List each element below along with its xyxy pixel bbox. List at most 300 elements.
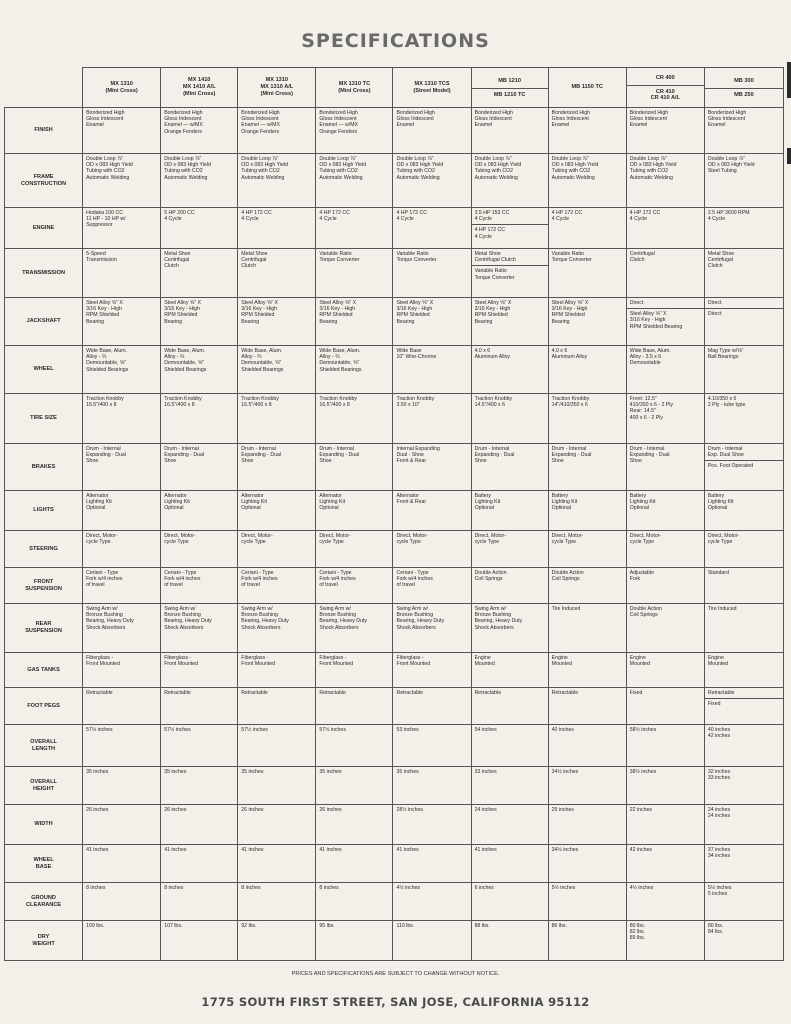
spec-cell-value: Variable Ratio Torque Converter — [551, 251, 592, 264]
model-header — [161, 68, 238, 108]
spec-cell — [238, 921, 316, 961]
model-header — [83, 68, 161, 108]
spec-cell-value: 35 inches — [319, 769, 342, 775]
spec-row-label: FOOT PEGS — [5, 688, 83, 725]
spec-cell — [238, 845, 316, 883]
spec-row-label: TRANSMISSION — [5, 249, 83, 298]
spec-cell-value: Double Loop ⅞" OD x 083 High Yield Tubing with CO2 Automatic Welding — [241, 156, 288, 181]
spec-cell-value: Standard — [707, 570, 729, 576]
spec-cell — [316, 725, 393, 767]
spec-cell-value: Retractable — [86, 690, 113, 696]
spec-cell-value: Traction Knobby 16.5"/400 x 8 — [164, 396, 202, 409]
spec-cell-value: 107 lbs. — [164, 923, 183, 929]
spec-cell-value: Swing Arm w/ Bronze Bushing Bearing, Heavy Duty Shock Absorbers — [241, 606, 289, 631]
spec-cell — [161, 845, 238, 883]
spec-cell — [316, 491, 393, 531]
spec-row — [5, 883, 784, 921]
model-header — [238, 68, 316, 108]
spec-cell — [704, 921, 783, 961]
spec-cell-value: 92 lbs. — [241, 923, 257, 929]
spec-cell-value: 4½ inches — [396, 885, 421, 891]
spec-cell-value-b: Variable Ratio Torque Converter — [474, 268, 515, 281]
spec-cell-value: Double Action Coil Springs — [474, 570, 507, 583]
spec-cell-value: 109 lbs. — [86, 923, 105, 929]
spec-cell — [704, 249, 783, 298]
spec-cell — [316, 208, 393, 249]
spec-cell — [548, 845, 626, 883]
spec-cell-value: Steel Alloy ⅝" X 3/16 Key - High RPM Shielded Bearing — [551, 300, 589, 325]
spec-cell-value: 4 HP 172 CC 4 Cycle — [629, 210, 661, 223]
spec-cell — [238, 394, 316, 444]
spec-cell-value: 40 inches — [551, 727, 574, 733]
spec-cell — [83, 688, 161, 725]
spec-row-label: FRONT SUSPENSION — [5, 568, 83, 604]
spec-cell — [704, 108, 783, 154]
spec-cell-value: Retractable — [396, 690, 423, 696]
spec-cell — [161, 444, 238, 491]
spec-cell-value: Traction Knobby 16.5"/400 x 8 — [86, 396, 124, 409]
spec-cell-value: Engine Mounted — [551, 655, 572, 668]
spec-cell — [316, 767, 393, 805]
model-header-label-b: MB 250 — [734, 92, 754, 98]
spec-cell-value: Traction Knobby 16.5"/400 x 8 — [241, 396, 279, 409]
spec-cell-value: Fixed — [629, 690, 643, 696]
spec-cell-value: Double Loop ⅞" OD x 083 High Yield Tubing with CO2 Automatic Welding — [474, 156, 522, 181]
spec-cell — [83, 108, 161, 154]
spec-cell-value-b: Fixed — [707, 701, 721, 708]
spec-cell — [471, 346, 548, 394]
spec-cell — [316, 805, 393, 845]
spec-cell-value-a: Direct — [627, 300, 704, 309]
spec-cell-value: Drum - Internal Expanding - Dual Shoe — [474, 446, 515, 465]
spec-cell — [393, 444, 471, 491]
spec-cell — [316, 921, 393, 961]
model-header-label-a: MB 300 — [705, 76, 783, 89]
spec-cell — [548, 346, 626, 394]
spec-row — [5, 154, 784, 208]
spec-cell-value: 41 inches — [241, 847, 264, 853]
spec-cell-value: Alternator Lighting Kit Optional — [86, 493, 112, 512]
spec-cell-value: Direct, Motor- cycle Type — [241, 533, 273, 546]
model-header-label-a: MB 1210 — [472, 76, 548, 89]
spec-row — [5, 767, 784, 805]
specifications-table — [4, 67, 784, 961]
spec-cell-value: 41 inches — [164, 847, 187, 853]
spec-cell-value-a: Retractable — [705, 690, 783, 699]
spec-cell-value: Swing Arm w/ Bronze Bushing Bearing, Heavy Duty Shock Absorbers — [319, 606, 367, 631]
spec-cell — [626, 921, 704, 961]
model-header — [471, 68, 548, 108]
spec-cell-value: Traction Knobby 3.50 x 10" — [396, 396, 435, 409]
spec-cell-value: Direct, Motor- cycle Type — [551, 533, 584, 546]
spec-cell — [316, 653, 393, 688]
spec-cell-value: 24 inches 24 inches — [707, 807, 731, 820]
spec-cell-value: 2.5 HP 3600 RPM 4 Cycle — [707, 210, 750, 223]
model-header-label: MB 1150 TC — [571, 84, 603, 91]
spec-cell — [316, 604, 393, 653]
spec-cell-value: Direct, Motor- cycle Type — [86, 533, 118, 546]
spec-cell-value: Double Loop ⅞" OD x 083 High Yield Tubing with CO2 Automatic Welding — [629, 156, 677, 181]
spec-cell — [548, 568, 626, 604]
spec-cell — [548, 394, 626, 444]
spec-row-label: DRY WEIGHT — [5, 921, 83, 961]
spec-cell-value: 34½ inches — [551, 769, 579, 775]
spec-cell — [83, 444, 161, 491]
spec-cell — [238, 653, 316, 688]
spec-cell-value: Steel Alloy ⅝" X 3/16 Key - High RPM Shielded Bearing — [396, 300, 434, 325]
spec-cell — [548, 444, 626, 491]
spec-cell — [83, 208, 161, 249]
spec-cell — [161, 491, 238, 531]
spec-cell — [83, 883, 161, 921]
corner-cell — [5, 68, 83, 108]
spec-row-label: FINISH — [5, 108, 83, 154]
spec-cell-value: Fiberglass - Front Mounted — [164, 655, 198, 668]
spec-cell — [161, 208, 238, 249]
spec-cell — [626, 688, 704, 725]
spec-row — [5, 688, 784, 725]
spec-cell — [393, 805, 471, 845]
spec-cell — [238, 688, 316, 725]
spec-cell-value: Double Loop ⅞" OD x 083 High Yield Steel Tubing — [707, 156, 755, 175]
spec-cell — [83, 845, 161, 883]
spec-cell-value: Tire Induced — [551, 606, 581, 612]
spec-cell — [471, 491, 548, 531]
spec-cell-value: 8 inches — [164, 885, 184, 891]
spec-cell — [548, 688, 626, 725]
spec-row — [5, 444, 784, 491]
spec-cell — [626, 491, 704, 531]
spec-cell — [626, 568, 704, 604]
spec-cell-value-b: Direct — [707, 311, 722, 318]
spec-cell-value: Ceriani - Type Fork w/4 inches of travel — [86, 570, 123, 589]
spec-cell-value: 5 HP 200 CC 4 Cycle — [164, 210, 195, 223]
spec-cell — [704, 154, 783, 208]
spec-cell-value: Steel Alloy ⅝" X 3/16 Key - High RPM Shielded Bearing — [86, 300, 123, 325]
spec-cell — [704, 444, 783, 491]
spec-cell — [626, 394, 704, 444]
spec-cell — [393, 249, 471, 298]
spec-cell — [548, 208, 626, 249]
spec-cell-value: 58½ inches — [629, 727, 657, 733]
spec-cell — [548, 154, 626, 208]
spec-row — [5, 921, 784, 961]
spec-cell-value: Alternator Lighting Kit Optional — [319, 493, 346, 512]
spec-cell-value: 8 inches — [319, 885, 339, 891]
spec-cell — [704, 845, 783, 883]
spec-cell — [626, 444, 704, 491]
spec-row-label: REAR SUSPENSION — [5, 604, 83, 653]
spec-cell — [626, 346, 704, 394]
spec-cell — [548, 653, 626, 688]
spec-cell-value: Metal Shoe Centrifugal Clutch — [241, 251, 268, 270]
spec-cell — [626, 298, 704, 346]
spec-cell-value: 57½ inches — [319, 727, 346, 733]
spec-cell-value: Engine Mounted — [629, 655, 650, 668]
spec-row — [5, 568, 784, 604]
spec-cell-value: Mag Type w/⅝" Ball Bearings — [707, 348, 744, 361]
spec-cell-value: 8 inches — [241, 885, 261, 891]
edge-mark-top — [787, 62, 791, 98]
spec-cell-value: 35 inches — [241, 769, 264, 775]
spec-cell — [704, 531, 783, 568]
spec-cell — [548, 491, 626, 531]
spec-cell-value: Retractable — [164, 690, 191, 696]
spec-cell — [238, 805, 316, 845]
spec-cell-value: Wide Base, Alum. Alloy - ⅔ Demountable, ⅝" Shielded Bearings — [241, 348, 284, 373]
spec-cell — [471, 568, 548, 604]
spec-cell-value: 28½ inches — [396, 807, 424, 813]
spec-cell — [161, 653, 238, 688]
spec-row-label: BRAKES — [5, 444, 83, 491]
spec-cell — [471, 249, 548, 298]
spec-row — [5, 298, 784, 346]
spec-cell — [548, 921, 626, 961]
spec-cell-value: 95 lbs. — [319, 923, 335, 929]
spec-cell — [161, 298, 238, 346]
spec-cell-value: Steel Alloy ⅝" X 3/16 Key - High RPM Shielded Bearing — [241, 300, 279, 325]
spec-cell — [626, 249, 704, 298]
spec-cell-value: 35 inches — [396, 769, 419, 775]
spec-cell-value: 4 HP 172 CC 4 Cycle — [396, 210, 427, 223]
spec-cell-value: 5-Speed Transmission — [86, 251, 117, 264]
spec-cell-value-a: Metal Shoe Centrifugal Clutch — [472, 251, 548, 266]
spec-cell-value: Direct, Motor- cycle Type — [319, 533, 351, 546]
spec-cell — [548, 767, 626, 805]
spec-cell — [548, 108, 626, 154]
spec-cell-value: 25 inches — [551, 807, 574, 813]
spec-cell-value: 41 inches — [474, 847, 497, 853]
spec-cell — [316, 883, 393, 921]
spec-cell — [393, 394, 471, 444]
spec-cell-value: 57½ inches — [86, 727, 113, 733]
spec-cell-value: Retractable — [319, 690, 346, 696]
spec-cell-value: Double Loop ⅞" OD x 083 High Yield Tubing with CO2 Automatic Welding — [86, 156, 133, 181]
model-header — [626, 68, 704, 108]
spec-cell — [161, 725, 238, 767]
spec-cell — [161, 767, 238, 805]
spec-cell — [83, 346, 161, 394]
model-header — [393, 68, 471, 108]
spec-cell — [161, 108, 238, 154]
spec-cell — [704, 653, 783, 688]
spec-cell-value: Double Action Coil Springs — [629, 606, 662, 619]
spec-cell — [548, 805, 626, 845]
spec-cell-value: Traction Knobby 16.5"/400 x 8 — [319, 396, 357, 409]
spec-row — [5, 249, 784, 298]
spec-cell — [393, 568, 471, 604]
header-row — [5, 68, 784, 108]
spec-cell — [316, 154, 393, 208]
spec-cell-value: Fiberglass - Front Mounted — [86, 655, 120, 668]
spec-cell-value-a: 3.5 HP 153 CC 4 Cycle — [472, 210, 548, 225]
spec-cell — [238, 298, 316, 346]
spec-row-label: OVERALL LENGTH — [5, 725, 83, 767]
spec-cell — [83, 394, 161, 444]
spec-cell-value: Drum - Internal Expanding - Dual Shoe — [86, 446, 126, 465]
spec-cell-value: Bonderized High Gloss Iridescent Enamel — w/MX Orange Fenders — [164, 110, 203, 135]
spec-cell — [393, 491, 471, 531]
spec-cell-value: 5½ inches 5 inches — [707, 885, 732, 898]
spec-cell-value: Swing Arm w/ Bronze Bushing Bearing, Heavy Duty Shock Absorbers — [164, 606, 212, 631]
spec-cell — [471, 883, 548, 921]
spec-cell-value: 8 inches — [86, 885, 106, 891]
model-header-label: MX 1310 TCS (Street Model) — [413, 80, 451, 94]
spec-cell — [626, 108, 704, 154]
spec-cell — [161, 883, 238, 921]
spec-cell — [316, 249, 393, 298]
spec-cell-value: Ceriani - Type Fork w/4 inches of travel — [164, 570, 201, 589]
spec-cell-value: Direct, Motor- cycle Type — [629, 533, 662, 546]
spec-cell — [238, 346, 316, 394]
spec-cell — [548, 298, 626, 346]
spec-cell — [161, 568, 238, 604]
spec-cell-value: 35 inches — [164, 769, 187, 775]
spec-cell-value: Battery Lighting Kit Optional — [474, 493, 501, 512]
spec-row — [5, 653, 784, 688]
spec-cell — [316, 346, 393, 394]
model-header — [704, 68, 783, 108]
model-header-label-b: MB 1210 TC — [493, 92, 526, 98]
spec-row — [5, 208, 784, 249]
spec-cell — [238, 154, 316, 208]
spec-cell — [626, 531, 704, 568]
spec-cell — [704, 491, 783, 531]
spec-cell-value: Double Loop ⅞" OD x 083 High Yield Tubing with CO2 Automatic Welding — [396, 156, 444, 181]
model-header-label-a: CR 400 — [627, 73, 704, 86]
spec-cell-value: Hodaka 100 CC 11 HP - 10 HP w/ Suppressor — [86, 210, 126, 229]
spec-cell-value: 26 inches — [241, 807, 264, 813]
spec-cell-value: 4 HP 172 CC 4 Cycle — [241, 210, 272, 223]
spec-cell-value: Engine Mounted — [707, 655, 729, 668]
spec-cell — [704, 767, 783, 805]
spec-row — [5, 604, 784, 653]
spec-cell — [316, 298, 393, 346]
spec-row — [5, 845, 784, 883]
spec-cell-value: Direct, Motor- cycle Type — [707, 533, 740, 546]
edge-mark-mid — [787, 148, 791, 164]
spec-cell — [626, 653, 704, 688]
spec-cell-value: 37 inches 34 inches — [707, 847, 731, 860]
spec-cell-value: Double Loop ⅞" OD x 083 High Yield Tubing with CO2 Automatic Welding — [164, 156, 211, 181]
spec-cell — [393, 604, 471, 653]
spec-cell — [548, 883, 626, 921]
spec-cell — [161, 154, 238, 208]
spec-cell-value: Ceriani - Type Fork w/4 inches of travel — [241, 570, 278, 589]
spec-row — [5, 346, 784, 394]
spec-cell-value: 26 inches — [319, 807, 342, 813]
spec-cell — [548, 604, 626, 653]
spec-cell — [471, 298, 548, 346]
spec-cell-value: Fiberglass - Front Mounted — [396, 655, 431, 668]
spec-cell — [238, 249, 316, 298]
spec-row-label: GROUND CLEARANCE — [5, 883, 83, 921]
spec-cell — [626, 604, 704, 653]
spec-cell-value: Direct, Motor- cycle Type — [396, 533, 428, 546]
spec-cell-value: 80 lbs. 82 lbs. 89 lbs. — [629, 923, 646, 942]
spec-cell-value: 57½ inches — [164, 727, 191, 733]
spec-cell-value: Metal Shoe Centrifugal Clutch — [707, 251, 735, 270]
spec-cell-value: Wide Base, Alum. Alloy - ⅔ Demountable, ⅝" Shielded Bearings — [319, 348, 362, 373]
spec-cell — [393, 883, 471, 921]
spec-cell — [161, 688, 238, 725]
spec-cell-value: Retractable — [551, 690, 579, 696]
spec-cell-value: 86 lbs. — [551, 923, 567, 929]
spec-cell-value: Steel Alloy ⅝" X 3/16 Key - High RPM Shielded Bearing — [474, 300, 512, 325]
spec-row-label: TIRE SIZE — [5, 394, 83, 444]
spec-cell — [704, 298, 783, 346]
spec-cell-value-b: Steel Alloy ⅝" X 3/16 Key - High RPM Shielded Bearing — [629, 311, 683, 330]
spec-cell-value: Bonderized High Gloss Iridescent Enamel — [629, 110, 669, 129]
spec-cell-value: Adjustable Fork — [629, 570, 654, 583]
spec-cell-value: Retractable — [474, 690, 502, 696]
spec-cell-value: Traction Knobby 14"/410/350 x 6 — [551, 396, 590, 409]
spec-cell — [83, 921, 161, 961]
spec-cell-value: 4.0 x 6 Aluminum Alloy — [551, 348, 588, 361]
spec-cell-value: Bonderized High Gloss Iridescent Enamel — [86, 110, 125, 129]
spec-cell — [238, 604, 316, 653]
spec-cell-value: 5½ inches — [551, 885, 576, 891]
spec-cell — [393, 767, 471, 805]
spec-cell-value: Alternator Front & Rear — [396, 493, 427, 506]
spec-cell — [471, 805, 548, 845]
spec-cell-value: Drum - Internal Expanding - Dual Shoe — [319, 446, 360, 465]
spec-cell — [704, 568, 783, 604]
spec-cell — [161, 249, 238, 298]
spec-cell-value: Wide Base, Alum. Alloy - ⅔ Demountable, ⅝" Shielded Bearings — [164, 348, 207, 373]
spec-cell — [471, 688, 548, 725]
spec-cell-value: 88 lbs. — [474, 923, 490, 929]
spec-cell — [161, 805, 238, 845]
spec-cell-value: 4½ inches — [629, 885, 654, 891]
spec-cell-value: Alternator Lighting Kit Optional — [241, 493, 267, 512]
spec-cell — [238, 725, 316, 767]
spec-cell — [83, 298, 161, 346]
spec-cell-value: Centrifugal Clutch — [629, 251, 655, 264]
spec-cell — [393, 346, 471, 394]
spec-cell-value: Internal Expanding Dual - Shoe Front & Rear — [396, 446, 440, 465]
spec-cell — [626, 845, 704, 883]
spec-cell — [238, 444, 316, 491]
spec-cell — [704, 208, 783, 249]
spec-cell — [704, 883, 783, 921]
spec-cell — [316, 531, 393, 568]
spec-cell-value: 4 HP 172 CC 4 Cycle — [319, 210, 350, 223]
spec-cell — [393, 208, 471, 249]
spec-cell — [393, 298, 471, 346]
spec-cell — [548, 249, 626, 298]
spec-cell-value: Battery Lighting Kit Optional — [551, 493, 578, 512]
spec-cell-value: 110 lbs. — [396, 923, 415, 929]
spec-cell — [471, 444, 548, 491]
spec-cell — [471, 767, 548, 805]
spec-cell — [238, 491, 316, 531]
spec-cell-value: 41 inches — [319, 847, 342, 853]
spec-cell-value-a: Drum - Internal Exp. Dual Shoe — [705, 446, 783, 461]
spec-cell — [393, 921, 471, 961]
spec-cell — [316, 394, 393, 444]
spec-cell-value: 35 inches — [86, 769, 109, 775]
spec-cell-value: Double Loop ⅞" OD x 083 High Yield Tubing with CO2 Automatic Welding — [551, 156, 599, 181]
spec-cell-value: Variable Ratio Torque Converter — [319, 251, 360, 264]
spec-cell — [83, 154, 161, 208]
spec-cell — [83, 491, 161, 531]
spec-cell-value: Battery Lighting Kit Optional — [707, 493, 734, 512]
spec-cell — [626, 154, 704, 208]
spec-cell — [83, 249, 161, 298]
spec-cell-value: Drum - Internal Expanding - Dual Shoe — [629, 446, 670, 465]
spec-cell-value: 80 lbs. 84 lbs. — [707, 923, 724, 936]
